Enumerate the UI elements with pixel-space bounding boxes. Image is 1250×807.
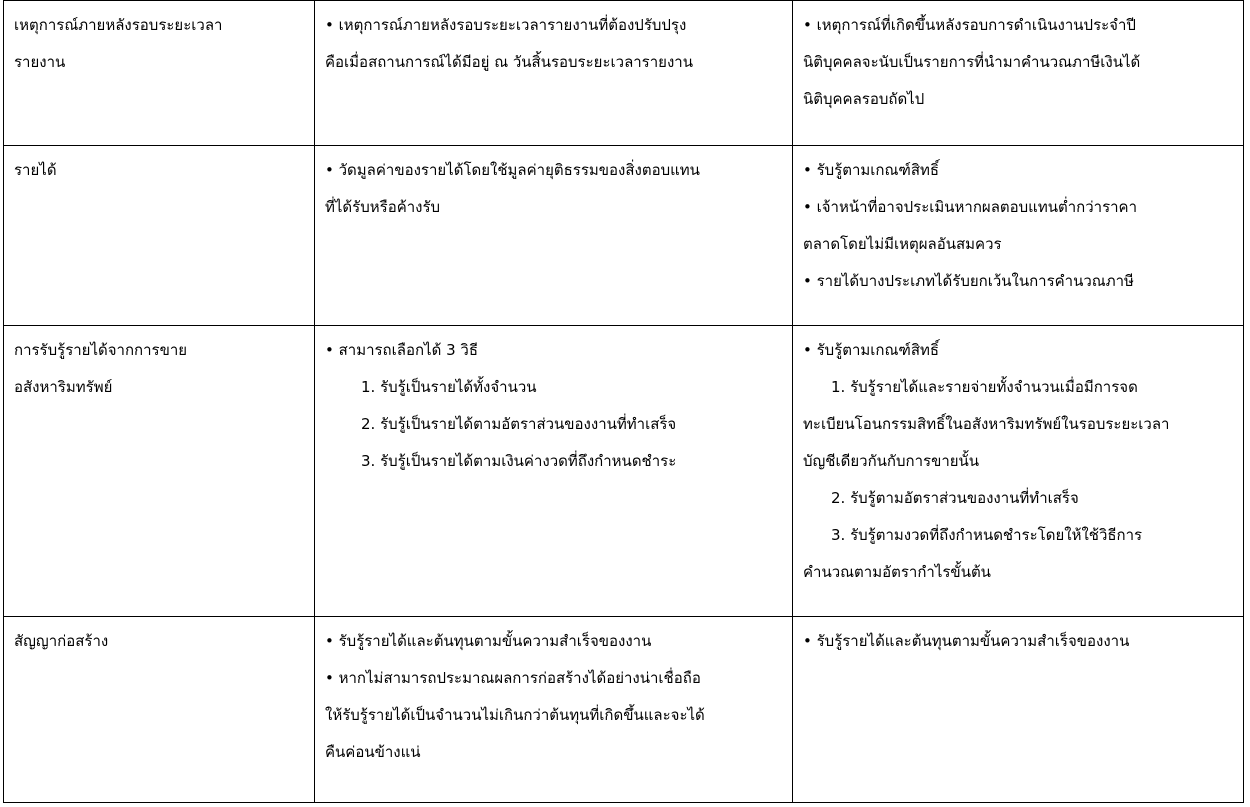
accounting-line: • หากไม่สามารถประมาณผลการก่อสร้างได้อย่างน่าเชื่อถือ bbox=[325, 669, 701, 687]
accounting-line: • รับรู้รายได้และต้นทุนตามขั้นความสำเร็จของงาน bbox=[325, 632, 652, 650]
topic-cell bbox=[4, 1, 315, 146]
tax-numbered-line: 3. รับรู้ตามงวดที่ถึงกำหนดชำระโดยให้ใช้วิธีการ bbox=[831, 526, 1143, 544]
accounting-line: คืนค่อนข้างแน่ bbox=[325, 743, 421, 761]
topic-cell bbox=[4, 326, 315, 617]
accounting-numbered-line: 1. รับรู้เป็นรายได้ทั้งจำนวน bbox=[361, 378, 537, 396]
tax-line: • รับรู้ตามเกณฑ์สิทธิ์ bbox=[803, 341, 940, 359]
tax-numbered-line: 2. รับรู้ตามอัตราส่วนของงานที่ทำเสร็จ bbox=[831, 489, 1079, 507]
accounting-cell bbox=[315, 146, 793, 326]
accounting-numbered-line: 3. รับรู้เป็นรายได้ตามเงินค่างวดที่ถึงกำหนดชำระ bbox=[361, 452, 677, 470]
tax-cell bbox=[793, 1, 1244, 146]
topic-line: การรับรู้รายได้จากการขาย bbox=[14, 341, 188, 359]
topic-cell bbox=[4, 146, 315, 326]
accounting-line: • เหตุการณ์ภายหลังรอบระยะเวลารายงานที่ต้องปรับปรุง bbox=[325, 16, 687, 34]
accounting-cell bbox=[315, 326, 793, 617]
table-row bbox=[4, 326, 1244, 617]
tax-line: • รับรู้รายได้และต้นทุนตามขั้นความสำเร็จของงาน bbox=[803, 632, 1130, 650]
accounting-numbered-line: 2. รับรู้เป็นรายได้ตามอัตราส่วนของงานที่ทำเสร็จ bbox=[361, 415, 677, 433]
tax-cell bbox=[793, 617, 1244, 803]
tax-cell bbox=[793, 146, 1244, 326]
accounting-line: • วัดมูลค่าของรายได้โดยใช้มูลค่ายุติธรรมของสิ่งตอบแทน bbox=[325, 161, 700, 179]
accounting-line: • สามารถเลือกได้ 3 วิธี bbox=[325, 341, 478, 359]
accounting-line: ที่ได้รับหรือค้างรับ bbox=[325, 198, 441, 216]
accounting-cell bbox=[315, 1, 793, 146]
accounting-cell bbox=[315, 617, 793, 803]
tax-line: นิติบุคคลรอบถัดไป bbox=[803, 90, 925, 108]
tax-numbered-line: 1. รับรู้รายได้และรายจ่ายทั้งจำนวนเมื่อมีการจด bbox=[831, 378, 1138, 396]
accounting-line: ให้รับรู้รายได้เป็นจำนวนไม่เกินกว่าต้นทุนที่เกิดขึ้นและจะได้ bbox=[325, 706, 705, 724]
tax-line: บัญชีเดียวกันกับการขายนั้น bbox=[803, 452, 980, 470]
topic-line: อสังหาริมทรัพย์ bbox=[14, 378, 113, 396]
tax-line: นิติบุคคลจะนับเป็นรายการที่นำมาคำนวณภาษีเงินได้ bbox=[803, 53, 1141, 71]
tax-line: ทะเบียนโอนกรรมสิทธิ์ในอสังหาริมทรัพย์ในรอบระยะเวลา bbox=[803, 415, 1170, 433]
tax-line: • รับรู้ตามเกณฑ์สิทธิ์ bbox=[803, 161, 940, 179]
table-row bbox=[4, 1, 1244, 146]
accounting-line: คือเมื่อสถานการณ์ได้มีอยู่ ณ วันสิ้นรอบระยะเวลารายงาน bbox=[325, 53, 693, 71]
tax-cell bbox=[793, 326, 1244, 617]
table-row bbox=[4, 146, 1244, 326]
tax-line: • เจ้าหน้าที่อาจประเมินหากผลตอบแทนต่ำกว่าราคา bbox=[803, 198, 1138, 216]
comparison-table bbox=[3, 0, 1244, 803]
topic-line: รายได้ bbox=[14, 161, 57, 179]
tax-line: ตลาดโดยไม่มีเหตุผลอันสมควร bbox=[803, 235, 1002, 253]
table-row bbox=[4, 617, 1244, 803]
tax-line: คำนวณตามอัตรากำไรขั้นต้น bbox=[803, 563, 991, 581]
topic-line: รายงาน bbox=[14, 53, 66, 71]
topic-cell bbox=[4, 617, 315, 803]
tax-line: • รายได้บางประเภทได้รับยกเว้นในการคำนวณภาษี bbox=[803, 272, 1134, 290]
topic-line: สัญญาก่อสร้าง bbox=[14, 632, 109, 650]
topic-line: เหตุการณ์ภายหลังรอบระยะเวลา bbox=[14, 16, 223, 34]
tax-line: • เหตุการณ์ที่เกิดขึ้นหลังรอบการดำเนินงานประจำปี bbox=[803, 16, 1136, 34]
